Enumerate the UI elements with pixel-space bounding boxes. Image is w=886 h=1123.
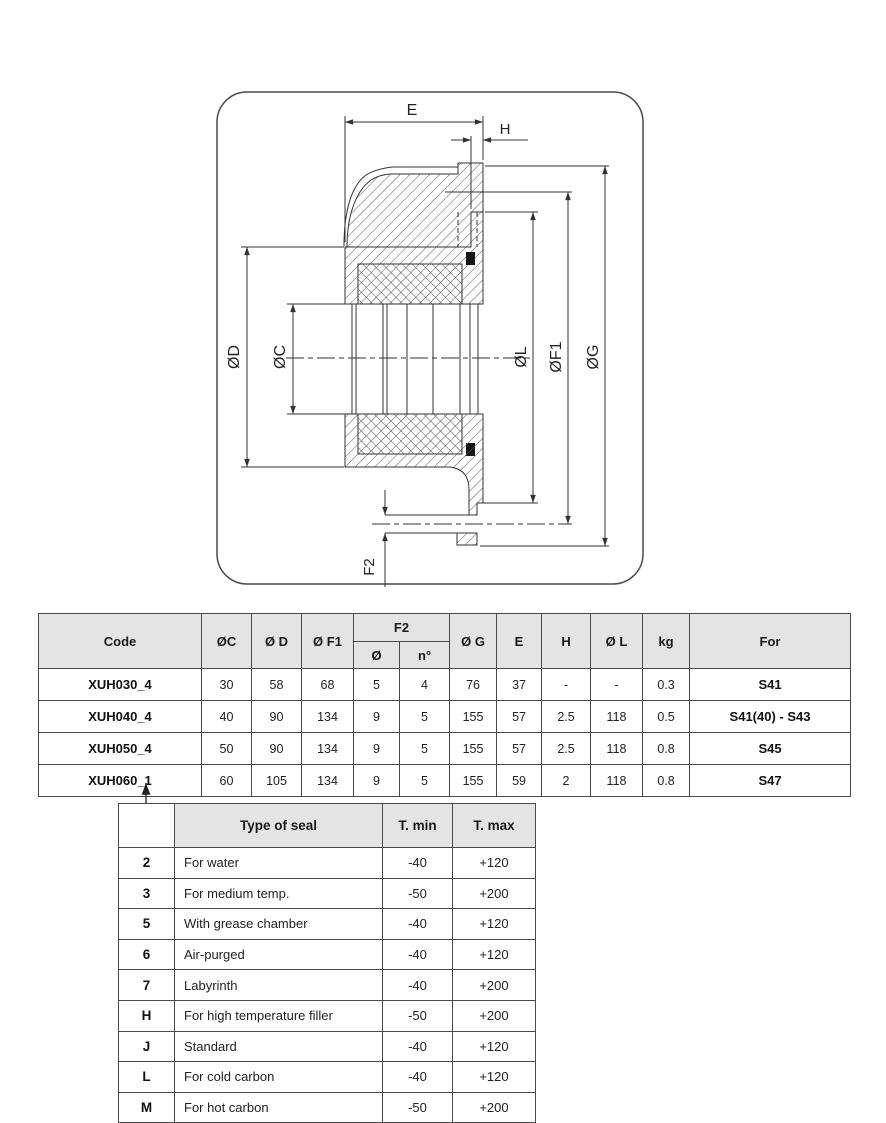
cell-seal-type: For medium temp.	[175, 878, 383, 909]
cell-seal-type: For hot carbon	[175, 1092, 383, 1123]
dim-label-OC: ØC	[272, 345, 289, 369]
cell-e: 57	[497, 733, 542, 765]
housing-section	[344, 163, 483, 545]
cell-od: 90	[252, 701, 302, 733]
table-row	[119, 848, 536, 879]
cell-od: 90	[252, 733, 302, 765]
hdr-seal-type: Type of seal	[175, 804, 383, 848]
cell-seal-type: For high temperature filler	[175, 1000, 383, 1031]
cell-seal-type: With grease chamber	[175, 909, 383, 940]
cell-h: -	[542, 669, 591, 701]
cell-seal-type: For cold carbon	[175, 1062, 383, 1093]
flange-foot-hatch	[457, 533, 477, 545]
cell-seal-code: L	[119, 1062, 175, 1093]
cell-of1: 68	[302, 669, 354, 701]
dim-label-OG: ØG	[585, 344, 602, 370]
cell-ol: 118	[591, 733, 643, 765]
dim-label-OF1: ØF1	[548, 341, 565, 373]
cell-tmin: -50	[383, 1000, 453, 1031]
cell-og: 155	[450, 765, 497, 797]
cell-tmin: -40	[383, 970, 453, 1001]
cell-tmin: -50	[383, 1092, 453, 1123]
cell-h: 2.5	[542, 701, 591, 733]
cell-f2d: 9	[354, 701, 400, 733]
cell-e: 57	[497, 701, 542, 733]
dim-label-OL: ØL	[513, 346, 530, 368]
cell-h: 2	[542, 765, 591, 797]
hdr-tmax: T. max	[453, 804, 536, 848]
cell-ol: -	[591, 669, 643, 701]
cell-seal-type: For water	[175, 848, 383, 879]
cell-og: 155	[450, 733, 497, 765]
cell-code: XUH060_1	[39, 765, 202, 797]
hdr-seal-code-blank	[119, 804, 175, 848]
cell-od: 58	[252, 669, 302, 701]
cell-seal-code: H	[119, 1000, 175, 1031]
hdr-of1: Ø F1	[302, 614, 354, 669]
table-row	[119, 1062, 536, 1093]
hdr-tmin: T. min	[383, 804, 453, 848]
dim-label-E: E	[406, 102, 418, 119]
seal-ring-upper	[466, 252, 475, 265]
cell-seal-code: J	[119, 1031, 175, 1062]
cell-seal-code: 5	[119, 909, 175, 940]
hdr-kg: kg	[643, 614, 690, 669]
cell-tmax: +120	[453, 939, 536, 970]
cell-e: 59	[497, 765, 542, 797]
hdr-code: Code	[39, 614, 202, 669]
cell-og: 155	[450, 701, 497, 733]
hdr-od: Ø D	[252, 614, 302, 669]
cell-for: S47	[690, 765, 851, 797]
cell-seal-code: 2	[119, 848, 175, 879]
hdr-og: Ø G	[450, 614, 497, 669]
cell-of1: 134	[302, 701, 354, 733]
cell-code: XUH050_4	[39, 733, 202, 765]
cell-tmax: +120	[453, 909, 536, 940]
cell-seal-code: 6	[119, 939, 175, 970]
cell-tmin: -40	[383, 848, 453, 879]
cell-seal-type: Standard	[175, 1031, 383, 1062]
seal-type-table	[118, 803, 536, 1123]
cell-f2d: 5	[354, 669, 400, 701]
cell-seal-type: Air-purged	[175, 939, 383, 970]
cell-of1: 134	[302, 733, 354, 765]
hdr-oc: ØC	[202, 614, 252, 669]
cell-kg: 0.8	[643, 765, 690, 797]
cell-h: 2.5	[542, 733, 591, 765]
hdr-f2: F2	[354, 614, 450, 642]
dim-label-OD: ØD	[226, 345, 243, 369]
table-row	[39, 701, 851, 733]
cell-code: XUH030_4	[39, 669, 202, 701]
packing-upper	[358, 264, 462, 304]
hdr-h: H	[542, 614, 591, 669]
table-row	[39, 765, 851, 797]
cell-tmax: +200	[453, 970, 536, 1001]
cell-seal-type: Labyrinth	[175, 970, 383, 1001]
cell-seal-code: 7	[119, 970, 175, 1001]
packing-lower	[358, 414, 462, 454]
cell-ol: 118	[591, 765, 643, 797]
cell-seal-code: M	[119, 1092, 175, 1123]
hdr-e: E	[497, 614, 542, 669]
dimension-table	[38, 613, 851, 797]
cell-for: S41	[690, 669, 851, 701]
cell-f2n: 5	[400, 701, 450, 733]
housing-top-hatch	[347, 163, 483, 247]
table-row	[39, 733, 851, 765]
table-row	[119, 970, 536, 1001]
cell-f2n: 4	[400, 669, 450, 701]
cell-og: 76	[450, 669, 497, 701]
cell-tmax: +200	[453, 878, 536, 909]
hdr-for: For	[690, 614, 851, 669]
cell-ol: 118	[591, 701, 643, 733]
cell-tmax: +120	[453, 848, 536, 879]
cell-of1: 134	[302, 765, 354, 797]
cell-code: XUH040_4	[39, 701, 202, 733]
cell-for: S41(40) - S43	[690, 701, 851, 733]
cell-tmin: -40	[383, 909, 453, 940]
cell-e: 37	[497, 669, 542, 701]
table-row	[119, 1031, 536, 1062]
technical-drawing	[215, 91, 645, 587]
cell-oc: 40	[202, 701, 252, 733]
table-row	[119, 1092, 536, 1123]
cell-f2d: 9	[354, 733, 400, 765]
cell-tmax: +120	[453, 1031, 536, 1062]
cell-tmin: -40	[383, 939, 453, 970]
table-row	[119, 878, 536, 909]
cell-kg: 0.3	[643, 669, 690, 701]
cell-od: 105	[252, 765, 302, 797]
cell-oc: 50	[202, 733, 252, 765]
cell-f2d: 9	[354, 765, 400, 797]
cell-seal-code: 3	[119, 878, 175, 909]
dim-label-H: H	[499, 121, 511, 138]
table-row	[119, 909, 536, 940]
cell-tmax: +200	[453, 1000, 536, 1031]
cell-tmax: +120	[453, 1062, 536, 1093]
cell-oc: 60	[202, 765, 252, 797]
cell-f2n: 5	[400, 765, 450, 797]
cell-tmin: -50	[383, 878, 453, 909]
cell-tmax: +200	[453, 1092, 536, 1123]
cell-oc: 30	[202, 669, 252, 701]
table-row	[119, 1000, 536, 1031]
table-row	[39, 669, 851, 701]
cell-f2n: 5	[400, 733, 450, 765]
hdr-f2-number: n°	[400, 642, 450, 669]
cell-for: S45	[690, 733, 851, 765]
cell-tmin: -40	[383, 1062, 453, 1093]
cell-kg: 0.8	[643, 733, 690, 765]
hdr-ol: Ø L	[591, 614, 643, 669]
shaft-sleeve	[352, 304, 478, 414]
table-row	[119, 939, 536, 970]
hdr-f2-diameter: Ø	[354, 642, 400, 669]
dim-label-F2: F2	[361, 558, 378, 576]
cell-tmin: -40	[383, 1031, 453, 1062]
cell-kg: 0.5	[643, 701, 690, 733]
